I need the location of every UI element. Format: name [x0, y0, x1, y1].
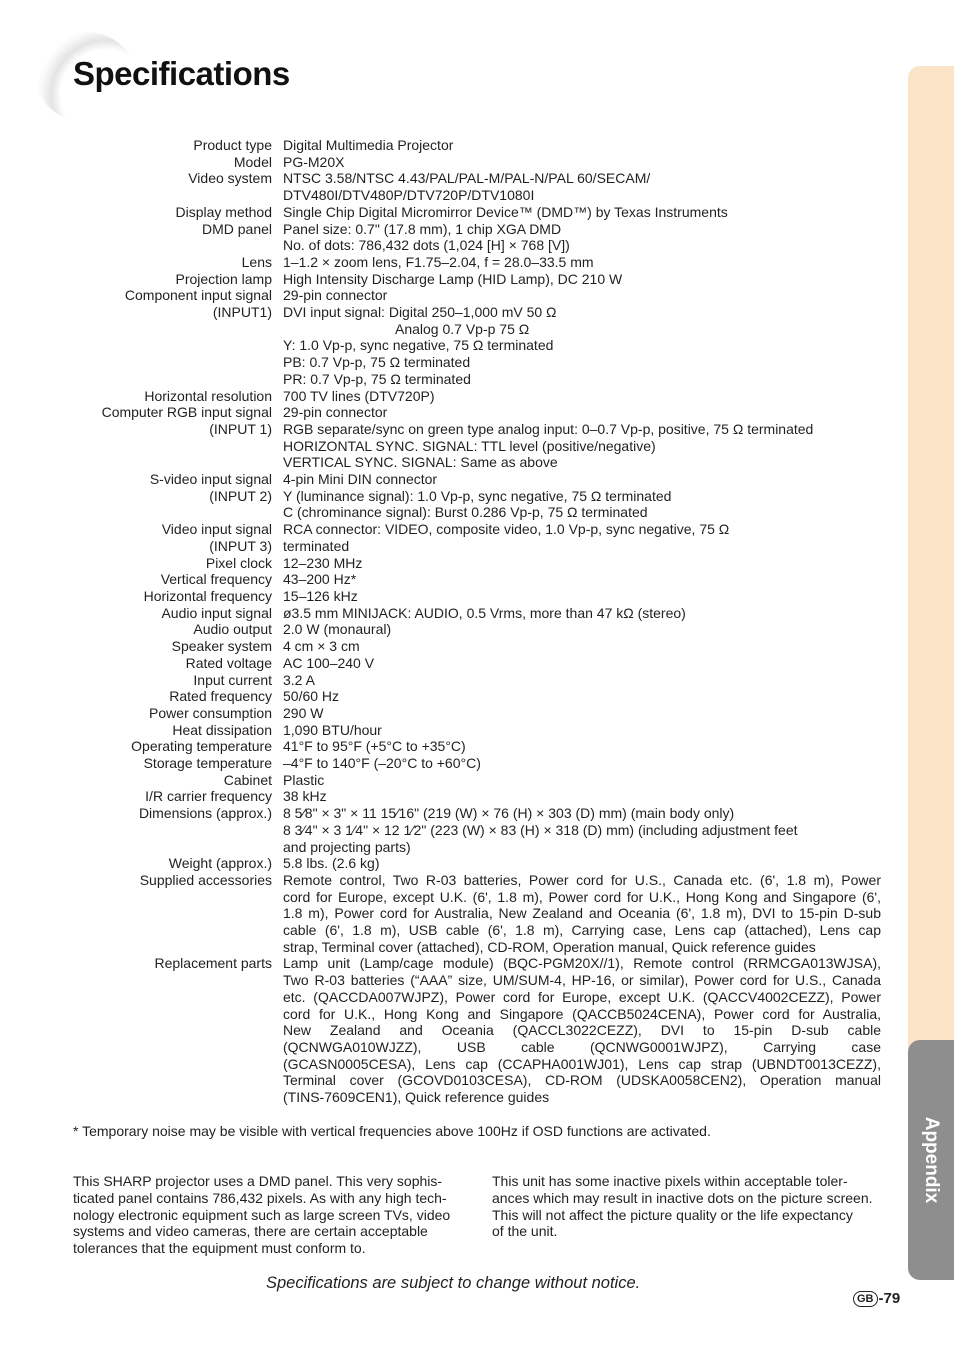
spec-label-line: Product type	[193, 137, 272, 153]
spec-value	[283, 738, 881, 755]
spec-value-line: Terminal cover (GCOVD0103CESA), CD-ROM (UDSKA0058CEN2), Operation manual	[283, 1072, 881, 1089]
spec-label	[73, 621, 272, 638]
note-line: ticated panel contains 786,432 pixels. As with any high tech-	[73, 1189, 447, 1206]
spec-label-line: Video input signal	[161, 521, 272, 538]
spec-value-line: 8 5⁄8" × 3" × 11 15⁄16" (219 (W) × 76 (H) × 303 (D) mm) (main body only)	[283, 805, 735, 822]
spec-label-line: Audio input signal	[161, 604, 272, 621]
spec-label-line: Horizontal resolution	[144, 387, 272, 404]
spec-value-line: Lamp unit (Lamp/cage module) (BQC-PGM20X//1), Remote control (RRMCGA013WJSA),	[283, 955, 881, 972]
spec-value-line: 15–126 kHz	[283, 587, 358, 604]
spec-value	[283, 388, 881, 405]
spec-label-line: Pixel clock	[205, 554, 272, 571]
spec-value-line: 1.8 m), Power cord for Australia, New Zealand and Oceania (6', 1.8 m), DVI to 15-pin D-sub	[283, 905, 881, 922]
appendix-tab-label: Appendix	[921, 1116, 942, 1204]
spec-value-line: cord for U.K., Hong Kong and Singapore (QACCB5024CENA), Power cord for Australia,	[283, 1005, 881, 1022]
spec-value-line: AC 100–240 V	[283, 654, 375, 671]
spec-row	[73, 621, 883, 638]
spec-label-line: Operating temperature	[131, 738, 272, 755]
note-line: This will not affect the picture quality or the life expectancy	[492, 1206, 853, 1223]
spec-value-line: RGB separate/sync on green type analog input: 0–0.7 Vp-p, positive, 75 Ω terminated	[283, 420, 814, 437]
spec-label	[73, 137, 272, 154]
note-line: This SHARP projector uses a DMD panel. This very sophis-	[73, 1173, 443, 1189]
spec-row	[73, 872, 883, 956]
spec-row	[73, 471, 883, 521]
spec-value-line: (TINS-7609CEN1), Quick reference guides	[283, 1089, 550, 1106]
note-line: systems and video cameras, there are certain acceptable	[73, 1223, 428, 1240]
spec-value-line: High Intensity Discharge Lamp (HID Lamp), DC 210 W	[283, 270, 623, 287]
page-number-text: -79	[878, 1290, 901, 1307]
spec-label	[73, 287, 272, 387]
spec-value-line: 41°F to 95°F (+5°C to +35°C)	[283, 738, 466, 755]
spec-value-line: 50/60 Hz	[283, 688, 340, 705]
spec-label	[73, 471, 272, 521]
spec-value-line: 29-pin connector	[283, 404, 388, 421]
spec-row	[73, 521, 883, 554]
spec-value	[283, 788, 881, 805]
spec-value-line: Panel size: 0.7" (17.8 mm), 1 chip XGA DMD	[283, 220, 562, 237]
spec-value	[283, 688, 881, 705]
spec-value	[283, 872, 881, 956]
spec-value-line: Two R-03 batteries (“AAA” size, UM/SUM-4, HP-16, or similar), Power cord for U.S., Canada	[283, 972, 881, 989]
spec-value-line: Y: 1.0 Vp-p, sync negative, 75 Ω terminated	[283, 337, 554, 354]
spec-value-line: terminated	[283, 537, 350, 554]
spec-label-line: Horizontal frequency	[143, 587, 272, 604]
spec-label	[73, 655, 272, 672]
spec-label-line: Speaker system	[171, 638, 272, 655]
spec-value	[283, 955, 881, 1105]
spec-value	[283, 855, 881, 872]
spec-value-line: DVI input signal: Digital 250–1,000 mV 50 Ω	[283, 304, 557, 321]
spec-value	[283, 287, 881, 387]
spec-row	[73, 388, 883, 405]
spec-row	[73, 688, 883, 705]
spec-label	[73, 705, 272, 722]
spec-value-line: C (chrominance signal): Burst 0.286 Vp-p, 75 Ω terminated	[283, 504, 648, 521]
spec-value-line: Digital Multimedia Projector	[283, 137, 454, 153]
spec-label	[73, 872, 272, 956]
spec-row	[73, 722, 883, 739]
spec-label	[73, 955, 272, 1105]
spec-value-line: HORIZONTAL SYNC. SIGNAL: TTL level (positive/negative)	[283, 437, 656, 454]
spec-value	[283, 621, 881, 638]
spec-label	[73, 722, 272, 739]
spec-row	[73, 287, 883, 387]
spec-value	[283, 722, 881, 739]
spec-value	[283, 471, 881, 521]
spec-value-line: PR: 0.7 Vp-p, 75 Ω terminated	[283, 370, 471, 387]
spec-row	[73, 605, 883, 622]
footnote: * Temporary noise may be visible with vertical frequencies above 100Hz if OSD functions are activated.	[73, 1123, 711, 1139]
spec-label	[73, 805, 272, 855]
change-notice: Specifications are subject to change without notice.	[266, 1274, 641, 1292]
spec-label	[73, 588, 272, 605]
spec-value	[283, 221, 881, 254]
spec-label-line: Supplied accessories	[139, 871, 272, 888]
spec-row	[73, 254, 883, 271]
spec-value-line: 700 TV lines (DTV720P)	[283, 387, 435, 404]
note-line: of the unit.	[492, 1223, 558, 1240]
spec-row	[73, 555, 883, 572]
spec-row	[73, 705, 883, 722]
spec-row	[73, 788, 883, 805]
spec-label	[73, 672, 272, 689]
spec-value	[283, 204, 881, 221]
spec-label-line: S-video input signal	[149, 471, 272, 488]
spec-value	[283, 638, 881, 655]
spec-label-line: DMD panel	[201, 220, 272, 237]
spec-value-line: 38 kHz	[283, 788, 327, 805]
spec-label-line: Component input signal	[124, 287, 272, 304]
spec-value	[283, 555, 881, 572]
spec-value-line: 2.0 W (monaural)	[283, 621, 392, 638]
spec-value	[283, 772, 881, 789]
spec-row	[73, 221, 883, 254]
spec-label	[73, 254, 272, 271]
page-title: Specifications	[73, 55, 290, 92]
spec-value-line: PG-M20X	[283, 153, 345, 170]
spec-value-line: RCA connector: VIDEO, composite video, 1.0 Vp-p, sync negative, 75 Ω	[283, 521, 730, 538]
note-line: nology electronic equipment such as large screen TVs, video	[73, 1206, 451, 1223]
spec-label-line: Display method	[175, 203, 272, 220]
spec-value	[283, 271, 881, 288]
spec-label-line: Input current	[193, 671, 272, 688]
spec-value	[283, 705, 881, 722]
spec-value-line: NTSC 3.58/NTSC 4.43/PAL/PAL-M/PAL-N/PAL 60/SECAM/	[283, 170, 651, 187]
spec-value-line: 4-pin Mini DIN connector	[283, 471, 438, 488]
spec-label	[73, 855, 272, 872]
spec-label	[73, 404, 272, 471]
spec-value	[283, 672, 881, 689]
spec-value-line: Y (luminance signal): 1.0 Vp-p, sync negative, 75 Ω terminated	[283, 487, 672, 504]
spec-row	[73, 588, 883, 605]
spec-label	[73, 521, 272, 554]
spec-value	[283, 805, 881, 855]
spec-row	[73, 204, 883, 221]
spec-label	[73, 738, 272, 755]
spec-row	[73, 738, 883, 755]
spec-label-line: Vertical frequency	[160, 571, 272, 588]
spec-row	[73, 271, 883, 288]
spec-value	[283, 404, 881, 471]
spec-value-line: 3.2 A	[283, 671, 315, 688]
spec-label-line: (INPUT 2)	[209, 487, 272, 504]
spec-row	[73, 772, 883, 789]
spec-value-line: Single Chip Digital Micromirror Device™ (DMD™) by Texas Instruments	[283, 203, 728, 220]
spec-value	[283, 154, 881, 171]
spec-value-line: 8 3⁄4" × 3 1⁄4" × 12 1⁄2" (223 (W) × 83 (H) × 318 (D) mm) (including adjustment feet	[283, 821, 798, 838]
spec-label-line: I/R carrier frequency	[145, 788, 272, 805]
spec-label	[73, 772, 272, 789]
dmd-note-right-column	[492, 1173, 881, 1240]
spec-label-line: Audio output	[193, 621, 272, 638]
spec-row	[73, 404, 883, 471]
spec-label-line: Rated voltage	[185, 654, 272, 671]
spec-label-line: Computer RGB input signal	[101, 404, 272, 421]
spec-value-line: 5.8 lbs. (2.6 kg)	[283, 855, 380, 872]
spec-table	[73, 137, 883, 1106]
spec-value-line: (GCASN0005CESA), Lens cap (CCAPHA001WJ01), Lens cap strap (UBNDT0013CEZZ),	[283, 1055, 881, 1072]
region-badge: GB	[853, 1291, 878, 1307]
spec-row	[73, 170, 883, 203]
spec-label	[73, 221, 272, 254]
spec-label	[73, 170, 272, 203]
spec-value-line: ø3.5 mm MINIJACK: AUDIO, 0.5 Vrms, more than 47 kΩ (stereo)	[283, 604, 686, 621]
spec-label-line: (INPUT 3)	[209, 537, 272, 554]
spec-row	[73, 137, 883, 154]
spec-row	[73, 655, 883, 672]
spec-value	[283, 521, 881, 554]
note-line: tolerances that the equipment must conform to.	[73, 1240, 366, 1257]
spec-label	[73, 204, 272, 221]
spec-value-line: VERTICAL SYNC. SIGNAL: Same as above	[283, 454, 558, 471]
spec-value-line: –4°F to 140°F (–20°C to +60°C)	[283, 755, 481, 772]
spec-label	[73, 788, 272, 805]
spec-row	[73, 955, 883, 1105]
spec-value-line: strap, Terminal cover (attached), CD-ROM, Operation manual, Quick reference guides	[283, 938, 816, 955]
spec-value	[283, 588, 881, 605]
spec-value	[283, 254, 881, 271]
spec-value-line: 290 W	[283, 704, 324, 721]
spec-label	[73, 571, 272, 588]
spec-row	[73, 154, 883, 171]
spec-label-line: Projection lamp	[175, 270, 272, 287]
spec-value-line: cable (6', 1.8 m), USB cable (6', 1.8 m), Carrying case, Lens cap (attached), Lens cap	[283, 922, 881, 939]
spec-label-line: Model	[233, 153, 272, 170]
spec-value-line: Analog 0.7 Vp-p 75 Ω	[395, 320, 530, 337]
spec-value-line: Plastic	[283, 771, 325, 788]
spec-row	[73, 571, 883, 588]
spec-label-line: Heat dissipation	[172, 721, 272, 738]
spec-label	[73, 271, 272, 288]
spec-label	[73, 555, 272, 572]
spec-value-line: 4 cm × 3 cm	[283, 638, 360, 655]
spec-value-line: 1–1.2 × zoom lens, F1.75–2.04, f = 28.0–33.5 mm	[283, 253, 594, 270]
spec-label-line: Lens	[241, 253, 272, 270]
spec-value-line: 43–200 Hz*	[283, 571, 357, 588]
spec-row	[73, 638, 883, 655]
spec-label	[73, 154, 272, 171]
spec-value-line: PB: 0.7 Vp-p, 75 Ω terminated	[283, 354, 471, 371]
spec-row	[73, 805, 883, 855]
dmd-note-left-column	[73, 1173, 462, 1257]
spec-label-line: Dimensions (approx.)	[138, 805, 272, 822]
spec-label	[73, 605, 272, 622]
spec-value	[283, 571, 881, 588]
note-line: This unit has some inactive pixels within acceptable toler-	[492, 1173, 848, 1189]
spec-value-line: 29-pin connector	[283, 287, 388, 304]
spec-label-line: Weight (approx.)	[168, 855, 272, 872]
appendix-tab[interactable]	[908, 1040, 954, 1280]
spec-label	[73, 388, 272, 405]
spec-value-line: New Zealand and Oceania (QACCL3022CEZZ), DVI to 15-pin D-sub cable	[283, 1022, 881, 1039]
spec-value-line: cord for Europe, except U.K. (6', 1.8 m), Power cord for U.K., Hong Kong and Singapore (6',	[283, 888, 881, 905]
spec-row	[73, 855, 883, 872]
spec-value-line: (QCNWGA010WJZZ), USB cable (QCNWG0001WJPZ), Carrying case	[283, 1038, 881, 1055]
spec-row	[73, 672, 883, 689]
spec-value	[283, 137, 881, 154]
spec-label-line: Replacement parts	[154, 955, 272, 972]
spec-row	[73, 755, 883, 772]
side-tab-background	[908, 66, 954, 1116]
spec-value	[283, 605, 881, 622]
spec-label-line: (INPUT1)	[212, 304, 272, 321]
spec-value-line: No. of dots: 786,432 dots (1,024 [H] × 768 [V])	[283, 237, 570, 254]
spec-value-line: Remote control, Two R-03 batteries, Power cord for U.S., Canada etc. (6', 1.8 m), Power	[283, 871, 881, 888]
spec-value-line: etc. (QACCDA007WJPZ), Power cord for Europe, except U.K. (QACCV4002CEZZ), Power	[283, 988, 881, 1005]
spec-value	[283, 755, 881, 772]
spec-value-line: 12–230 MHz	[283, 554, 363, 571]
spec-label-line: Cabinet	[223, 771, 272, 788]
spec-label-line: Video system	[188, 170, 272, 187]
spec-value-line: and projecting parts)	[283, 838, 411, 855]
spec-label-line: Power consumption	[149, 704, 272, 721]
note-line: ances which may result in inactive dots on the picture screen.	[492, 1189, 873, 1206]
spec-label-line: Storage temperature	[143, 755, 272, 772]
spec-label	[73, 755, 272, 772]
spec-value-line: DTV480I/DTV480P/DTV720P/DTV1080I	[283, 187, 535, 204]
page-number	[853, 1290, 900, 1307]
spec-label-line: Rated frequency	[169, 688, 272, 705]
spec-value-line: 1,090 BTU/hour	[283, 721, 382, 738]
spec-label	[73, 638, 272, 655]
spec-label-line: (INPUT 1)	[209, 420, 272, 437]
spec-label	[73, 688, 272, 705]
spec-value	[283, 655, 881, 672]
spec-value	[283, 170, 881, 203]
